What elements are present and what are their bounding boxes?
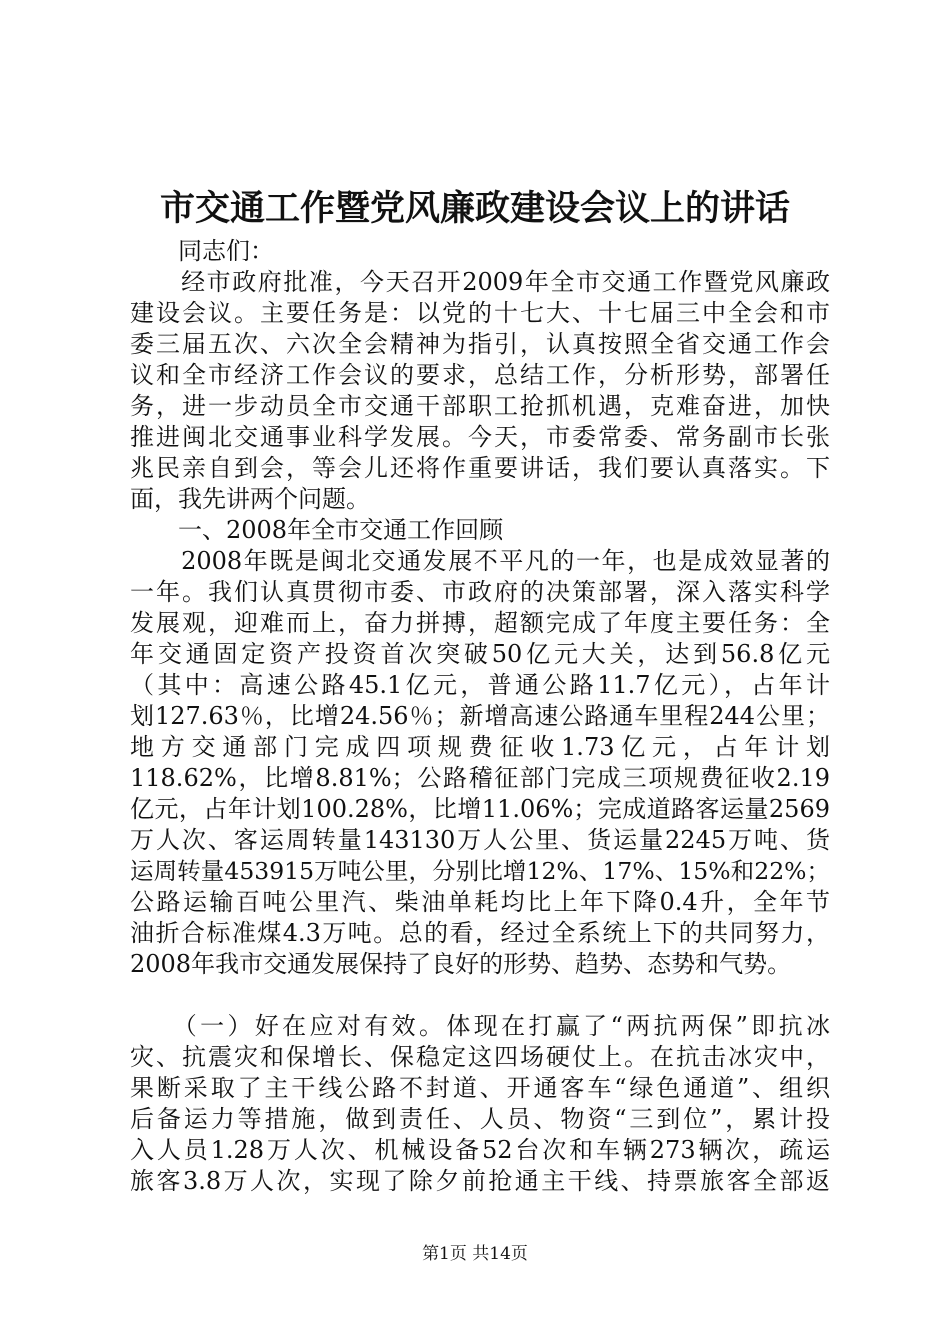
paragraph-line: 118.62%，比增8.81%；公路稽征部门完成三项规费征收2.19 bbox=[130, 764, 830, 792]
paragraph-line: 果断采取了主干线公路不封道、开通客车“绿色通道”、组织 bbox=[130, 1074, 830, 1102]
paragraph-line: 2008年既是闽北交通发展不平凡的一年，也是成效显著的 bbox=[130, 547, 830, 575]
paragraph-line: 一年。我们认真贯彻市委、市政府的决策部署，深入落实科学 bbox=[130, 578, 830, 606]
paragraph-line: （其中：高速公路45.1亿元，普通公路11.7亿元），占年计 bbox=[130, 671, 830, 699]
paragraph-line: 地方交通部门完成四项规费征收1.73亿元，占年计划 bbox=[130, 733, 830, 761]
paragraph-line: 务，进一步动员全市交通干部职工抢抓机遇，克难奋进，加快 bbox=[130, 392, 830, 420]
paragraph-line: 旅客3.8万人次，实现了除夕前抢通主干线、持票旅客全部返 bbox=[130, 1167, 830, 1195]
paragraph-line: 推进闽北交通事业科学发展。今天，市委常委、常务副市长张 bbox=[130, 423, 830, 451]
paragraph-line: 2008年我市交通发展保持了良好的形势、趋势、态势和气势。 bbox=[130, 950, 792, 978]
paragraph-line: 入人员1.28万人次、机械设备52台次和车辆273辆次，疏运 bbox=[130, 1136, 830, 1164]
page-number-footer: 第1页 共14页 bbox=[422, 1244, 528, 1264]
paragraph-line: 同志们： bbox=[130, 237, 274, 265]
paragraph-line: 灾、抗震灾和保增长、保稳定这四场硬仗上。在抗击冰灾中， bbox=[130, 1043, 830, 1071]
paragraph-line: 年交通固定资产投资首次突破50亿元大关，达到56.8亿元 bbox=[130, 640, 830, 668]
paragraph-line: 划127.63％，比增24.56％；新增高速公路通车里程244公里； bbox=[130, 702, 830, 730]
paragraph-line: 万人次、客运周转量143130万人公里、货运量2245万吨、货 bbox=[130, 826, 830, 854]
paragraph-line: 发展观，迎难而上，奋力拼搏，超额完成了年度主要任务：全 bbox=[130, 609, 830, 637]
section-heading: 一、2008年全市交通工作回顾 bbox=[130, 516, 504, 544]
paragraph-line: 亿元，占年计划100.28%，比增11.06%；完成道路客运量2569 bbox=[130, 795, 830, 823]
paragraph-line: （一）好在应对有效。体现在打赢了“两抗两保”即抗冰 bbox=[130, 1012, 830, 1040]
document-body bbox=[130, 236, 830, 1197]
paragraph-line: 面，我先讲两个问题。 bbox=[130, 485, 370, 513]
paragraph-line: 油折合标准煤4.3万吨。总的看，经过全系统上下的共同努力， bbox=[130, 919, 830, 947]
document-title: 市交通工作暨党风廉政建设会议上的讲话 bbox=[159, 188, 790, 229]
paragraph-line: 运周转量453915万吨公里，分别比增12%、17%、15%和22%； bbox=[130, 857, 830, 885]
paragraph-gap bbox=[130, 980, 830, 1011]
paragraph-line: 后备运力等措施，做到责任、人员、物资“三到位”，累计投 bbox=[130, 1105, 830, 1133]
paragraph-line: 建设会议。主要任务是：以党的十七大、十七届三中全会和市 bbox=[130, 299, 830, 327]
paragraph-line: 兆民亲自到会，等会儿还将作重要讲话，我们要认真落实。下 bbox=[130, 454, 830, 482]
paragraph-line: 经市政府批准，今天召开2009年全市交通工作暨党风廉政 bbox=[130, 268, 830, 296]
paragraph-line: 委三届五次、六次全会精神为指引，认真按照全省交通工作会 bbox=[130, 330, 830, 358]
paragraph-line: 议和全市经济工作会议的要求，总结工作，分析形势，部署任 bbox=[130, 361, 830, 389]
paragraph-line: 公路运输百吨公里汽、柴油单耗均比上年下降0.4升，全年节 bbox=[130, 888, 830, 916]
